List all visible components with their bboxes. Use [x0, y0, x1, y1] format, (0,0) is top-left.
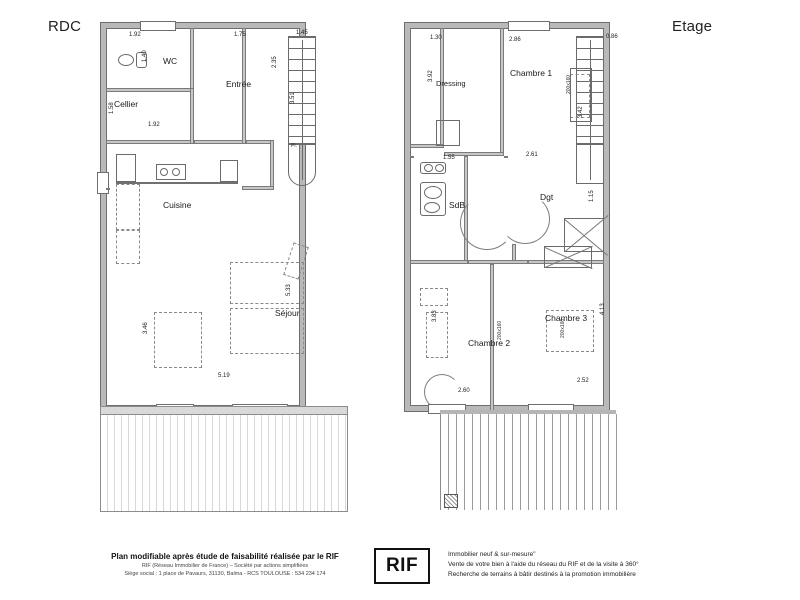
dim-et-252: 2.52 [577, 378, 589, 384]
dim-rdc-519: 5.19 [218, 373, 230, 379]
room-label-cellier: Cellier [114, 99, 139, 109]
wall-chambre1-right [500, 28, 504, 156]
dim-et-383: 3.83 [432, 310, 438, 322]
dim-et-342: 3.42 [578, 106, 584, 118]
sdb-sink-2 [435, 164, 444, 172]
terrace-area [100, 414, 348, 512]
room-label-chambre3: Chambre 3 [545, 313, 588, 323]
wall-cellier-bottom [106, 140, 194, 144]
dim-rdc-533: 5.33 [286, 284, 292, 296]
dim-rdc-192-cellier: 1.92 [148, 122, 160, 128]
footer-service-line-1: Immobilier neuf & sur-mesure" [448, 551, 536, 558]
garden-hatch-area [440, 414, 617, 510]
wall-wc-cellier [106, 88, 194, 92]
wall-stair-bottom [242, 186, 274, 190]
wall-sdb-left [410, 156, 414, 158]
footer [0, 540, 800, 600]
kitchen-sink-bowl-2 [172, 168, 180, 176]
dim-et-115: 1.15 [589, 190, 595, 202]
room-label-sdb: SdB [449, 200, 466, 210]
dim-rdc-158: 1.58 [109, 102, 115, 114]
shower-icon [436, 120, 460, 146]
kitchen-unit-left-2 [116, 230, 140, 264]
dim-rdc-175: 1.75 [234, 32, 246, 38]
floor-title-rdc: RDC [48, 18, 82, 35]
dim-et-130: 1.30 [430, 35, 442, 41]
kitchen-oven-icon [220, 160, 238, 182]
staircase-centerline-rdc [302, 40, 303, 180]
dim-rdc-192-top: 1.92 [129, 32, 141, 38]
sofa-icon [154, 312, 202, 368]
footer-right-block [448, 550, 778, 580]
window-top-etage [508, 21, 550, 31]
room-label-dgt: Dgt [540, 192, 554, 202]
room-label-entree: Entrée [226, 79, 252, 89]
wall-wc-right [190, 28, 194, 92]
dim-rdc-145: 1.45 [296, 30, 308, 36]
plan-rdc [100, 22, 306, 412]
window-top-rdc [140, 21, 176, 31]
dim-rdc-235: 2.35 [272, 56, 278, 68]
floor-title-etage: Etage [672, 18, 713, 35]
dim-rdc-140: 1.40 [142, 50, 148, 62]
kitchen-unit-left [116, 184, 140, 230]
plan-etage [404, 22, 610, 412]
garden-marker-box [444, 494, 458, 508]
dim-et-286: 2.86 [509, 37, 521, 43]
wardrobe-chambre2 [420, 288, 448, 306]
room-label-chambre2: Chambre 2 [468, 338, 511, 348]
dim-rdc-351: 3.51 [290, 92, 296, 104]
footer-left-block [90, 552, 360, 577]
footer-service-line-3: Recherche de terrains à bâtir destinés à la promotion immobilière [448, 571, 636, 579]
room-label-chambre1: Chambre 1 [510, 68, 553, 78]
wall-sdb-bottom [410, 260, 468, 264]
sdb-sink-1 [424, 164, 433, 172]
wc-bowl-etage [424, 202, 440, 213]
wall-cellier-right [190, 88, 194, 144]
room-label-sejour: Séjour [275, 308, 300, 318]
bed-label-chambre3: 200x160 [560, 318, 566, 338]
bed-label-chambre2: 200x160 [497, 320, 503, 340]
footer-headline: Plan modifiable après étude de faisabilité réalisée par le RIF [111, 552, 339, 561]
window-left-kitchen [97, 172, 109, 194]
dim-et-260: 2.60 [458, 388, 470, 394]
footer-legal-line-1: RIF (Réseau Immobilier de France) – Société par actions simplifiées [141, 563, 309, 569]
dim-et-413: 4.13 [600, 303, 606, 315]
wall-kitchen-left [106, 188, 110, 190]
room-label-cuisine: Cuisine [163, 200, 192, 210]
bathtub-bowl [424, 186, 442, 199]
wc-basin-icon [118, 54, 134, 66]
kitchen-fridge-icon [116, 154, 136, 182]
footer-service-line-2: Vente de votre bien à l'aide du réseau du RIF et de la visite à 360° [448, 561, 639, 569]
dim-rdc-346: 3.46 [143, 322, 149, 334]
wall-hall-bottom [194, 140, 246, 144]
room-label-dressing: Dressing [436, 79, 466, 88]
dim-et-261: 2.61 [526, 152, 538, 158]
dim-et-086: 0.86 [606, 34, 618, 40]
dim-et-155: 1.55 [443, 155, 455, 161]
room-label-placard: Pl. [291, 143, 297, 149]
room-label-wc: WC [163, 56, 178, 66]
dim-et-392: 3.92 [428, 70, 434, 82]
wall-dgt-bottom [468, 260, 528, 264]
footer-legal-line-2: Siège social : 1 place de Pavaurs, 31130, Balma - RCS TOULOUSE : 534 234 174 [124, 571, 326, 577]
bed-label-chambre1: 200x160 [566, 74, 572, 94]
kitchen-sink-bowl-1 [160, 168, 168, 176]
wall-dgt-left [504, 156, 508, 158]
wall-placard-right [270, 140, 274, 190]
rif-logo: RIF [374, 548, 430, 584]
